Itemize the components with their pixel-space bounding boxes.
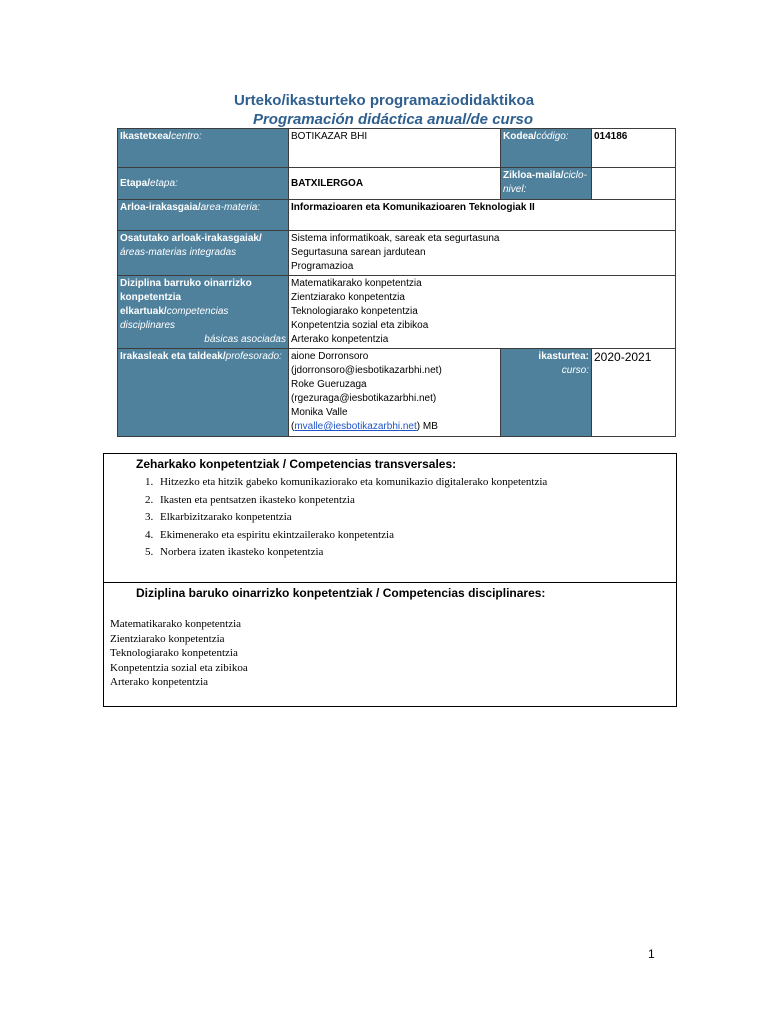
row-diziplina (118, 276, 676, 349)
irakasleak-label: Irakasleak eta taldeak/profesorado: (118, 349, 289, 437)
teacher-name: Monika Valle (291, 407, 348, 418)
document-title: Urteko/ikasturteko programaziodidaktikoa (233, 92, 535, 109)
document-subtitle: Programación didáctica anual/de curso (252, 111, 534, 128)
list-item: Matematikarako konpetentzia (291, 278, 422, 289)
list-item: Matematikarako konpetentzia (110, 618, 242, 630)
row-irakasleak (118, 349, 676, 437)
arloa-label: Arloa-irakasgaia/area-materia: (118, 200, 289, 231)
osatutako-values (289, 231, 676, 276)
list-item: Programazioa (291, 261, 354, 272)
centro-value: BOTIKAZAR BHI (289, 129, 501, 168)
zikloa-label: Zikloa-maila/ciclo-nivel: (501, 168, 592, 200)
list-item: Konpetentzia sozial eta zibikoa (110, 661, 248, 674)
row-osatutako (118, 231, 676, 276)
competencies-box (103, 453, 677, 707)
section-divider (104, 582, 676, 583)
disciplinar-heading: Diziplina baruko oinarrizko konpetentziak / Competencias disciplinares: (136, 586, 546, 600)
arloa-value: Informazioaren eta Komunikazioaren Teknologiak II (289, 200, 676, 231)
teacher-name: aione Dorronsoro (291, 351, 369, 362)
list-item: Sistema informatikoak, sareak eta segurtasuna (291, 233, 500, 244)
osatutako-label: Osatutako arloak-irakasgaiak/áreas-materias integradas (118, 231, 289, 276)
etapa-label: Etapa/etapa: (118, 168, 289, 200)
row-arloa (118, 200, 676, 231)
transversal-heading: Zeharkako konpetentziak / Competencias transversales: (136, 457, 457, 471)
centro-label: Ikastetxea/centro: (118, 129, 289, 168)
disciplinar-list (110, 617, 248, 690)
list-item: Segurtasuna sarean jardutean (291, 247, 426, 258)
email-link[interactable]: mvalle@iesbotikazarbhi.net (294, 421, 417, 432)
list-item: Teknologiarako konpetentzia (291, 306, 418, 317)
diziplina-label: Diziplina barruko oinarrizko konpetentzia elkartuak/competencias disciplinares básicas asociadas (118, 276, 289, 349)
info-table (117, 128, 676, 437)
list-item: 5. Norbera izaten ikasteko konpetentzia (156, 544, 547, 562)
row-etapa (118, 168, 676, 200)
page-number: 1 (648, 947, 655, 961)
zikloa-value (592, 168, 676, 200)
teacher-email: (rgezuraga@iesbotikazarbhi.net) (291, 393, 437, 404)
teachers-list (289, 349, 501, 437)
list-item: Arterako konpetentzia (110, 676, 209, 689)
list-item: 2. Ikasten eta pentsatzen ikasteko konpetentzia (156, 492, 547, 510)
list-item: 4. Ekimenerako eta espiritu ekintzailerako konpetentzia (156, 527, 547, 545)
teacher-email: (jdorronsoro@iesbotikazarbhi.net) (291, 365, 442, 376)
teacher-name: Roke Gueruzaga (291, 379, 367, 390)
list-item: Zientziarako konpetentzia (291, 292, 405, 303)
etapa-value: BATXILERGOA (289, 168, 501, 200)
list-item: Konpetentzia sozial eta zibikoa (291, 320, 429, 331)
list-item: Arterako konpetentzia (291, 334, 389, 345)
ikasturtea-label: ikasturtea: curso: (501, 349, 592, 437)
ikasturtea-value: 2020-2021 (592, 349, 676, 437)
list-item: 3. Elkarbizitzarako konpetentzia (156, 509, 547, 527)
teacher-email: (mvalle@iesbotikazarbhi.net) MB (291, 421, 438, 432)
list-item: Teknologiarako konpetentzia (110, 647, 238, 660)
transversal-list (104, 474, 547, 562)
kodea-value: 014186 (592, 129, 676, 168)
list-item: 1. Hitzezko eta hitzik gabeko komunikaziorako eta komunikazio digitalerako konpetentzia (156, 474, 547, 492)
row-centro (118, 129, 676, 168)
kodea-label: Kodea/código: (501, 129, 592, 168)
diziplina-values (289, 276, 676, 349)
list-item: Zientziarako konpetentzia (110, 632, 225, 645)
